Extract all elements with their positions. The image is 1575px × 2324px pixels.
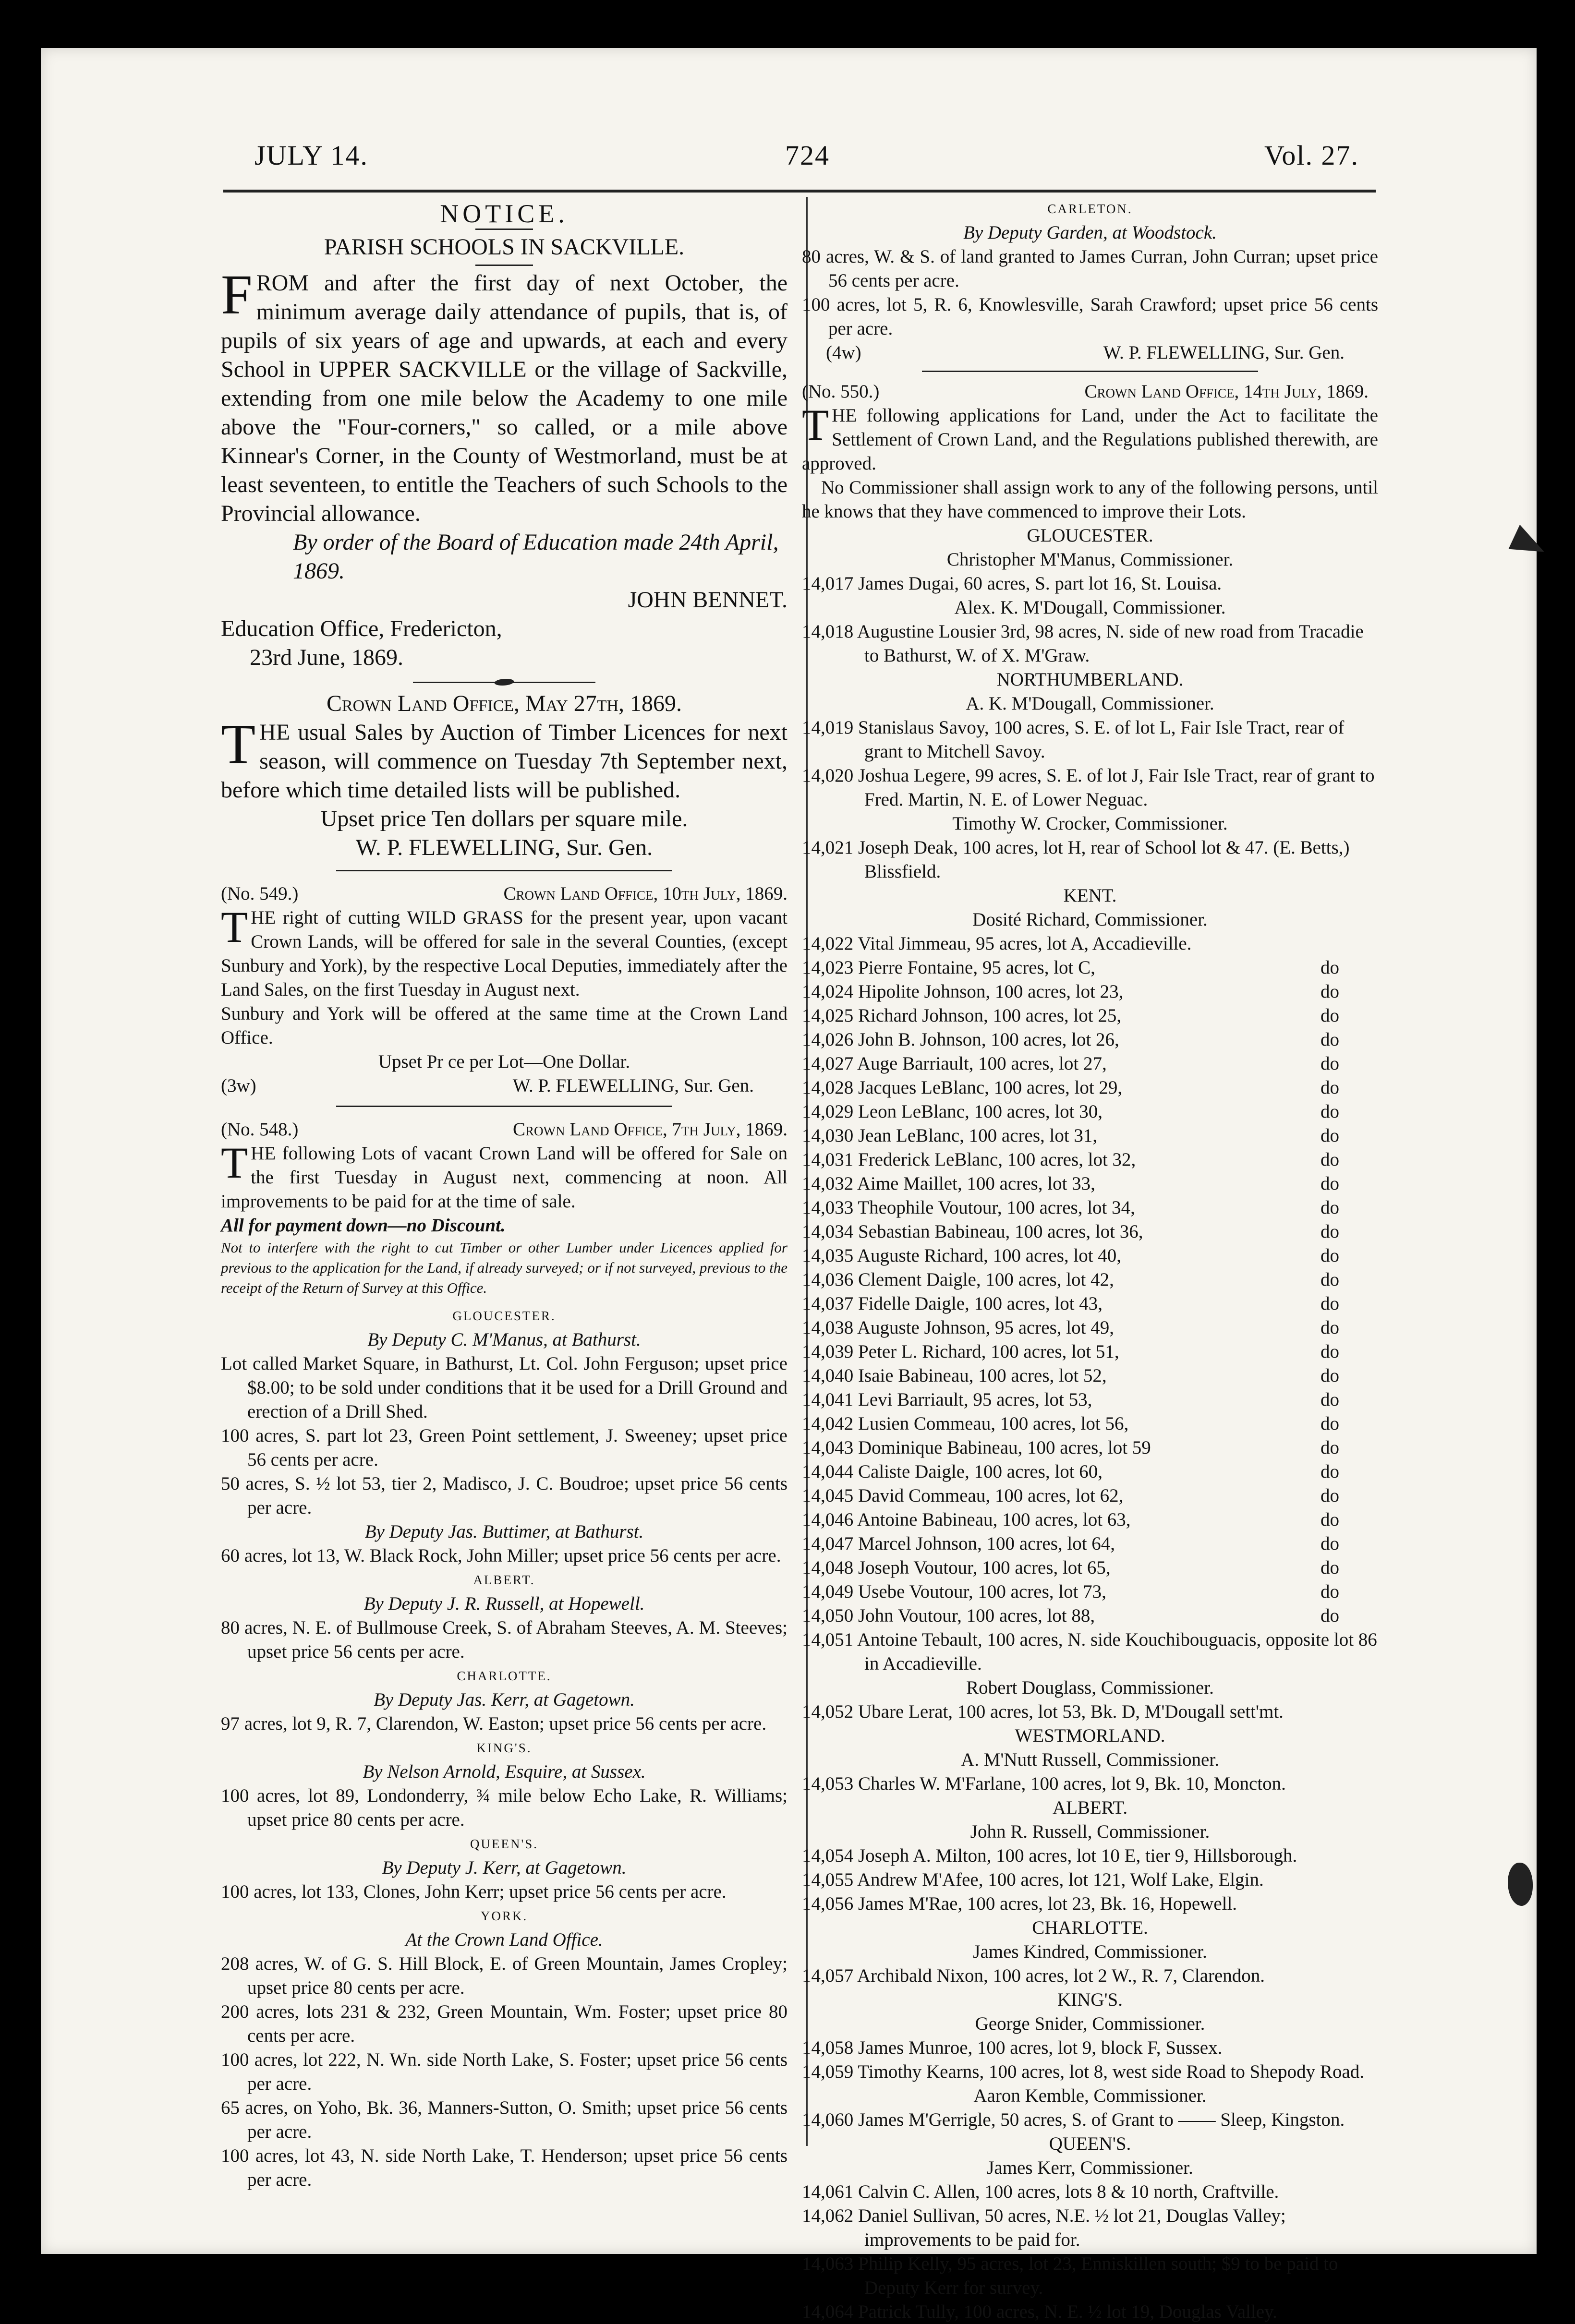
n550-heading xyxy=(802,380,1378,404)
deputy-line: By Deputy Jas. Kerr, at Gagetown. xyxy=(374,1689,635,1710)
county-northumberland: NORTHUMBERLAND. xyxy=(996,669,1184,690)
application xyxy=(802,1292,1378,1316)
ditto-mark: do xyxy=(1321,1221,1339,1242)
application xyxy=(802,932,1378,956)
application xyxy=(802,1100,1378,1124)
right-column xyxy=(802,197,1378,2324)
application: 14,056 James M'Rae, 100 acres, lot 23, Bk. 16, Hopewell. xyxy=(802,1893,1237,1914)
deputy-line: By Deputy Jas. Buttimer, at Bathurst. xyxy=(364,1521,644,1542)
parish-title: PARISH SCHOOLS IN SACKVILLE. xyxy=(324,234,685,260)
ditto-mark: do xyxy=(1321,1053,1339,1074)
application-text: 14,027 Auge Barriault, 100 acres, lot 27, xyxy=(802,1053,1107,1074)
commissioner: Alex. K. M'Dougall, Commissioner. xyxy=(954,597,1226,618)
parish-office: Education Office, Fredericton, xyxy=(221,616,502,641)
ditto-mark: do xyxy=(1321,1533,1339,1554)
commissioner: Aaron Kemble, Commissioner. xyxy=(973,2085,1207,2106)
ditto-mark: do xyxy=(1321,1317,1339,1338)
ditto-mark: do xyxy=(1321,1269,1339,1290)
n549-signature xyxy=(221,1074,788,1098)
application xyxy=(802,1268,1378,1292)
county-kings: KING'S. xyxy=(476,1741,532,1755)
ditto-mark: do xyxy=(1321,1365,1339,1386)
divider xyxy=(475,265,533,266)
notice-office: Crown Land Office, 14th July, 1869. xyxy=(1084,381,1369,402)
ditto-mark: do xyxy=(1321,1101,1339,1122)
application: 14,021 Joseph Deak, 100 acres, lot H, rear of School lot & 47. (E. Betts,) Blissfield. xyxy=(802,837,1350,882)
divider xyxy=(336,1106,672,1107)
deputy-line: By Deputy J. R. Russell, at Hopewell. xyxy=(363,1593,645,1614)
ditto-mark: do xyxy=(1321,1125,1339,1146)
lot-item: 97 acres, lot 9, R. 7, Clarendon, W. Easton; upset price 56 cents per acre. xyxy=(221,1713,767,1734)
application: 14,054 Joseph A. Milton, 100 acres, lot 10 E, tier 9, Hillsborough. xyxy=(802,1845,1297,1866)
application xyxy=(802,1244,1378,1268)
application-text: 14,028 Jacques LeBlanc, 100 acres, lot 29, xyxy=(802,1077,1123,1098)
n549-body: HE right of cutting WILD GRASS for the present year, upon vacant Crown Lands, will be offered for sale in the several Counties, (except Sunbury and York), by the respective Local Deputies, immediately after the Land Sales, on the first Tuesday in August next. xyxy=(221,907,788,1000)
insertion-count: (3w) xyxy=(221,1075,256,1096)
application xyxy=(802,1388,1378,1412)
ditto-mark: do xyxy=(1321,1485,1339,1506)
ornament-divider xyxy=(413,679,595,686)
ditto-mark: do xyxy=(1321,1341,1339,1362)
application-text: 14,039 Peter L. Richard, 100 acres, lot 51, xyxy=(802,1341,1119,1362)
application-text: 14,035 Auguste Richard, 100 acres, lot 40, xyxy=(802,1245,1122,1266)
county-gloucester: GLOUCESTER. xyxy=(1027,525,1153,546)
lot-item: 100 acres, lot 133, Clones, John Kerr; upset price 56 cents per acre. xyxy=(221,1881,727,1902)
ditto-mark: do xyxy=(1321,1509,1339,1530)
application: 14,062 Daniel Sullivan, 50 acres, N.E. ½ lot 21, Douglas Valley; improvements to be paid for. xyxy=(802,2205,1286,2250)
lot-item: 100 acres, lot 89, Londonderry, ¾ mile below Echo Lake, R. Williams; upset price 80 cents per acre. xyxy=(221,1785,788,1830)
application-text: 14,049 Usebe Voutour, 100 acres, lot 73, xyxy=(802,1581,1106,1602)
divider xyxy=(475,229,533,230)
lot-item: 100 acres, lot 5, R. 6, Knowlesville, Sarah Crawford; upset price 56 cents per acre. xyxy=(802,294,1378,339)
application: 14,019 Stanislaus Savoy, 100 acres, S. E. of lot L, Fair Isle Tract, rear of grant to Mitchell Savoy. xyxy=(802,717,1345,762)
commissioner: Christopher M'Manus, Commissioner. xyxy=(946,549,1234,570)
commissioner: Robert Douglass, Commissioner. xyxy=(966,1677,1214,1698)
deputy-line: By Deputy C. M'Manus, at Bathurst. xyxy=(367,1329,641,1350)
n548-heading xyxy=(221,1118,788,1142)
application-text: 14,034 Sebastian Babineau, 100 acres, lot 36, xyxy=(802,1221,1143,1242)
commissioner: James Kindred, Commissioner. xyxy=(973,1941,1207,1962)
commissioner: George Snider, Commissioner. xyxy=(975,2013,1205,2034)
application: 14,017 James Dugai, 60 acres, S. part lot 16, St. Louisa. xyxy=(802,573,1222,594)
ditto-mark: do xyxy=(1321,1245,1339,1266)
application-text: 14,029 Leon LeBlanc, 100 acres, lot 30, xyxy=(802,1101,1102,1122)
n548-body: HE following Lots of vacant Crown Land will be offered for Sale on the first Tuesday in August next, commencing at noon. All improvements to be paid for at the time of sale. xyxy=(221,1143,788,1212)
parish-order: By order of the Board of Education made 24th April, 1869. xyxy=(293,530,779,584)
n549-heading xyxy=(221,882,788,906)
application-text: 14,046 Antoine Babineau, 100 acres, lot 63, xyxy=(802,1509,1131,1530)
parish-body: ROM and after the first day of next October, the minimum average daily attendance of pupils, that is, of pupils of six years of age and upwards, at each and every School in UPPER SACKVILLE or the village of Sackville, extending from one mile below the Academy to one mile above the "Four-corners," so called, or a mile above Kinnear's Corner, in the County of Westmorland, must be at least seventeen, to entitle the Teachers of such Schools to the Provincial allowance. xyxy=(221,270,788,526)
application xyxy=(802,1004,1378,1028)
notice-number: (No. 549.) xyxy=(221,883,299,904)
drop-cap: T xyxy=(802,400,829,449)
application xyxy=(802,1220,1378,1244)
drop-cap: T xyxy=(221,1138,248,1187)
n550-notice xyxy=(802,400,1378,476)
drop-cap: T xyxy=(221,712,256,775)
n549-notice xyxy=(221,903,788,1002)
ditto-mark: do xyxy=(1321,1581,1339,1602)
application xyxy=(802,1172,1378,1196)
n549-upset: Upset Pr ce per Lot—One Dollar. xyxy=(378,1051,630,1072)
notice-office: Crown Land Office, 7th July, 1869. xyxy=(513,1119,788,1140)
commissioner: Dosité Richard, Commissioner. xyxy=(972,909,1208,930)
timber-notice xyxy=(221,712,788,805)
county-westmorland: WESTMORLAND. xyxy=(1015,1725,1165,1746)
drop-cap: F xyxy=(221,263,253,326)
application xyxy=(802,1604,1378,1628)
application-text: 14,024 Hipolite Johnson, 100 acres, lot 23, xyxy=(802,981,1124,1002)
kent-list xyxy=(802,932,1378,1628)
timber-signer: W. P. FLEWELLING, Sur. Gen. xyxy=(355,835,653,860)
ditto-mark: do xyxy=(1321,1413,1339,1434)
deputy-line: At the Crown Land Office. xyxy=(405,1929,603,1950)
ditto-mark: do xyxy=(1321,1437,1339,1458)
ditto-mark: do xyxy=(1321,1077,1339,1098)
timber-upset: Upset price Ten dollars per square mile. xyxy=(320,806,688,831)
deputy-line: By Deputy J. Kerr, at Gagetown. xyxy=(382,1857,627,1878)
application-text: 14,031 Frederick LeBlanc, 100 acres, lot 32, xyxy=(802,1149,1136,1170)
ditto-mark: do xyxy=(1321,1005,1339,1026)
application: 14,060 James M'Gerrigle, 50 acres, S. of Grant to —— Sleep, Kingston. xyxy=(802,2109,1345,2130)
application-text: 14,022 Vital Jimmeau, 95 acres, lot A, Accadieville. xyxy=(802,933,1192,954)
application xyxy=(802,1556,1378,1580)
volume-number: Vol. 27. xyxy=(1264,140,1359,171)
lot-item: 80 acres, W. & S. of land granted to James Curran, John Curran; upset price 56 cents per acre. xyxy=(802,246,1378,291)
application-text: 14,042 Lusien Commeau, 100 acres, lot 56, xyxy=(802,1413,1129,1434)
application xyxy=(802,956,1378,980)
application-text: 14,050 John Voutour, 100 acres, lot 88, xyxy=(802,1605,1095,1626)
application-text: 14,040 Isaie Babineau, 100 acres, lot 52, xyxy=(802,1365,1107,1386)
ditto-mark: do xyxy=(1321,1029,1339,1050)
application xyxy=(802,1508,1378,1532)
application-text: 14,045 David Commeau, 100 acres, lot 62, xyxy=(802,1485,1124,1506)
header-date: JULY 14. xyxy=(254,140,368,171)
commissioner: A. K. M'Dougall, Commissioner. xyxy=(966,693,1214,714)
n549-sunbury: Sunbury and York will be offered at the same time at the Crown Land Office. xyxy=(221,1003,788,1048)
application: 14,051 Antoine Tebault, 100 acres, N. side Kouchibouguacis, opposite lot 86 in Accadieville. xyxy=(802,1629,1377,1674)
application-text: 14,047 Marcel Johnson, 100 acres, lot 64, xyxy=(802,1533,1115,1554)
ditto-mark: do xyxy=(1321,1293,1339,1314)
application-text: 14,043 Dominique Babineau, 100 acres, lot 59 xyxy=(802,1437,1151,1458)
county-charlotte: CHARLOTTE. xyxy=(1032,1917,1148,1938)
application: 14,052 Ubare Lerat, 100 acres, lot 53, Bk. D, M'Dougall sett'mt. xyxy=(802,1701,1284,1722)
n548-note: Not to interfere with the right to cut Timber or other Lumber under Licences applied for previous to the application for the Land, if already surveyed; or if not surveyed, previous to the receipt of the Return of Survey at this Office. xyxy=(221,1239,788,1296)
ditto-mark: do xyxy=(1321,1173,1339,1194)
page-header xyxy=(254,134,1359,192)
application xyxy=(802,1028,1378,1052)
county-york: YORK. xyxy=(480,1909,528,1923)
application xyxy=(802,1532,1378,1556)
margin-mark xyxy=(1508,525,1550,563)
county-gloucester: GLOUCESTER. xyxy=(452,1309,556,1323)
drop-cap: T xyxy=(221,903,248,951)
application xyxy=(802,1412,1378,1436)
application: 14,061 Calvin C. Allen, 100 acres, lots 8 & 10 north, Craftville. xyxy=(802,2181,1279,2202)
county-queens: QUEEN'S. xyxy=(1049,2133,1131,2154)
ditto-mark: do xyxy=(1321,1197,1339,1218)
lot-item: 100 acres, lot 43, N. side North Lake, T. Henderson; upset price 56 cents per acre. xyxy=(221,2145,788,2190)
application xyxy=(802,1460,1378,1484)
application xyxy=(802,1364,1378,1388)
deputy-line: By Deputy Garden, at Woodstock. xyxy=(963,222,1217,243)
application xyxy=(802,1340,1378,1364)
left-column xyxy=(221,197,788,2192)
lot-item: 100 acres, S. part lot 23, Green Point settlement, J. Sweeney; upset price 56 cents per acre. xyxy=(221,1425,788,1470)
county-carleton: CARLETON. xyxy=(1047,202,1133,216)
n550-rule: No Commissioner shall assign work to any of the following persons, until he knows that they have commenced to improve their Lots. xyxy=(802,477,1378,522)
application: 14,055 Andrew M'Afee, 100 acres, lot 121, Wolf Lake, Elgin. xyxy=(802,1869,1264,1890)
application-text: 14,048 Joseph Voutour, 100 acres, lot 65, xyxy=(802,1557,1111,1578)
application: 14,064 Patrick Tully, 100 acres, N. E. ½ lot 19, Douglas Valley. xyxy=(802,2301,1277,2322)
application-text: 14,041 Levi Barriault, 95 acres, lot 53, xyxy=(802,1389,1092,1410)
lot-item: Lot called Market Square, in Bathurst, Lt. Col. John Ferguson; upset price $8.00; to be sold under conditions that it be used for a Drill Ground and erection of a Drill Shed. xyxy=(221,1353,788,1422)
timber-body: HE usual Sales by Auction of Timber Licences for next season, will commence on Tuesday 7th September next, before which time detailed lists will be published. xyxy=(221,720,788,803)
application-text: 14,037 Fidelle Daigle, 100 acres, lot 43, xyxy=(802,1293,1103,1314)
application xyxy=(802,1148,1378,1172)
application: 14,057 Archibald Nixon, 100 acres, lot 2 W., R. 7, Clarendon. xyxy=(802,1965,1265,1986)
lot-item: 50 acres, S. ½ lot 53, tier 2, Madisco, J. C. Boudroe; upset price 56 cents per acre. xyxy=(221,1473,788,1518)
lot-item: 60 acres, lot 13, W. Black Rock, John Miller; upset price 56 cents per acre. xyxy=(221,1545,781,1566)
notice-office: Crown Land Office, 10th July, 1869. xyxy=(503,883,788,904)
application xyxy=(802,980,1378,1004)
commissioner: Timothy W. Crocker, Commissioner. xyxy=(952,813,1228,834)
county-kings: KING'S. xyxy=(1057,1989,1123,2010)
notice-number: (No. 550.) xyxy=(802,381,880,402)
parish-office-date: 23rd June, 1869. xyxy=(250,645,403,670)
parish-notice xyxy=(221,263,788,528)
application xyxy=(802,1580,1378,1604)
application-text: 14,033 Theophile Voutour, 100 acres, lot 34, xyxy=(802,1197,1135,1218)
commissioner: John R. Russell, Commissioner. xyxy=(970,1821,1210,1842)
deputy-line: By Nelson Arnold, Esquire, at Sussex. xyxy=(363,1761,646,1782)
county-charlotte: CHARLOTTE. xyxy=(457,1669,552,1683)
notice-title: NOTICE. xyxy=(440,199,569,228)
ditto-mark: do xyxy=(1321,1557,1339,1578)
lot-item: 100 acres, lot 222, N. Wn. side North Lake, S. Foster; upset price 56 cents per acre. xyxy=(221,2049,788,2094)
application: 14,053 Charles W. M'Farlane, 100 acres, lot 9, Bk. 10, Moncton. xyxy=(802,1773,1286,1794)
application xyxy=(802,1052,1378,1076)
ditto-mark: do xyxy=(1321,1605,1339,1626)
commissioner: James Kerr, Commissioner. xyxy=(987,2157,1193,2178)
commissioner: A. M'Nutt Russell, Commissioner. xyxy=(961,1749,1219,1770)
divider xyxy=(336,870,672,871)
application-text: 14,036 Clement Daigle, 100 acres, lot 42, xyxy=(802,1269,1114,1290)
page-number: 724 xyxy=(785,140,830,171)
n550-body: HE following applications for Land, under the Act to facilitate the Settlement of Crown Land, and the Regulations published therewith, are approved. xyxy=(802,405,1378,474)
n548-terms: All for payment down—no Discount. xyxy=(221,1215,506,1236)
application: 14,063 Philip Kelly, 95 acres, lot 23, Enniskillen south; $9 to be paid to Deputy Kerr for survey. xyxy=(802,2253,1338,2298)
ditto-mark: do xyxy=(1321,957,1339,978)
notice-number: (No. 548.) xyxy=(221,1119,299,1140)
application xyxy=(802,1196,1378,1220)
county-queens: QUEEN'S. xyxy=(470,1837,539,1851)
lot-item: 208 acres, W. of G. S. Hill Block, E. of Green Mountain, James Cropley; upset price 80 cents per acre. xyxy=(221,1953,788,1998)
lot-item: 65 acres, on Yoho, Bk. 36, Manners-Sutton, O. Smith; upset price 56 cents per acre. xyxy=(221,2097,788,2142)
carleton-signature xyxy=(802,341,1378,365)
county-kent: KENT. xyxy=(1063,885,1117,906)
application-text: 14,026 John B. Johnson, 100 acres, lot 26, xyxy=(802,1029,1119,1050)
signer: W. P. FLEWELLING, Sur. Gen. xyxy=(512,1075,754,1096)
county-albert: ALBERT. xyxy=(473,1573,535,1587)
ditto-mark: do xyxy=(1321,1461,1339,1482)
application xyxy=(802,1436,1378,1460)
application-text: 14,030 Jean LeBlanc, 100 acres, lot 31, xyxy=(802,1125,1098,1146)
ink-smudge xyxy=(1508,1863,1533,1906)
ditto-mark xyxy=(1321,932,1378,956)
application xyxy=(802,1124,1378,1148)
ditto-mark: do xyxy=(1321,1389,1339,1410)
lot-item: 200 acres, lots 231 & 232, Green Mountain, Wm. Foster; upset price 80 cents per acre. xyxy=(221,2001,788,2046)
application xyxy=(802,1076,1378,1100)
n548-notice xyxy=(221,1138,788,1214)
application-text: 14,025 Richard Johnson, 100 acres, lot 25, xyxy=(802,1005,1122,1026)
application: 14,059 Timothy Kearns, 100 acres, lot 8, west side Road to Shepody Road. xyxy=(802,2061,1365,2082)
application: 14,058 James Munroe, 100 acres, lot 9, block F, Sussex. xyxy=(802,2037,1223,2058)
insertion-count: (4w) xyxy=(826,342,861,363)
ditto-mark: do xyxy=(1321,1149,1339,1170)
application xyxy=(802,1316,1378,1340)
application-text: 14,044 Caliste Daigle, 100 acres, lot 60, xyxy=(802,1461,1103,1482)
application-text: 14,038 Auguste Johnson, 95 acres, lot 49, xyxy=(802,1317,1114,1338)
divider xyxy=(922,371,1258,372)
signer: W. P. FLEWELLING, Sur. Gen. xyxy=(1103,342,1345,363)
lot-item: 80 acres, N. E. of Bullmouse Creek, S. of Abraham Steeves, A. M. Steeves; upset price 56 cents per acre. xyxy=(221,1617,788,1662)
application: 14,018 Augustine Lousier 3rd, 98 acres, N. side of new road from Tracadie to Bathurst, W. of X. M'Graw. xyxy=(802,621,1364,666)
county-albert: ALBERT. xyxy=(1052,1797,1128,1818)
header-rule xyxy=(223,190,1376,193)
application xyxy=(802,1484,1378,1508)
parish-signer: JOHN BENNET. xyxy=(628,587,788,613)
timber-heading: Crown Land Office, May 27th, 1869. xyxy=(326,691,682,716)
application-text: 14,023 Pierre Fontaine, 95 acres, lot C, xyxy=(802,957,1095,978)
ditto-mark: do xyxy=(1321,981,1339,1002)
application-text: 14,032 Aime Maillet, 100 acres, lot 33, xyxy=(802,1173,1095,1194)
application: 14,020 Joshua Legere, 99 acres, S. E. of lot J, Fair Isle Tract, rear of grant to Fred. Martin, N. E. of Lower Neguac. xyxy=(802,765,1375,810)
